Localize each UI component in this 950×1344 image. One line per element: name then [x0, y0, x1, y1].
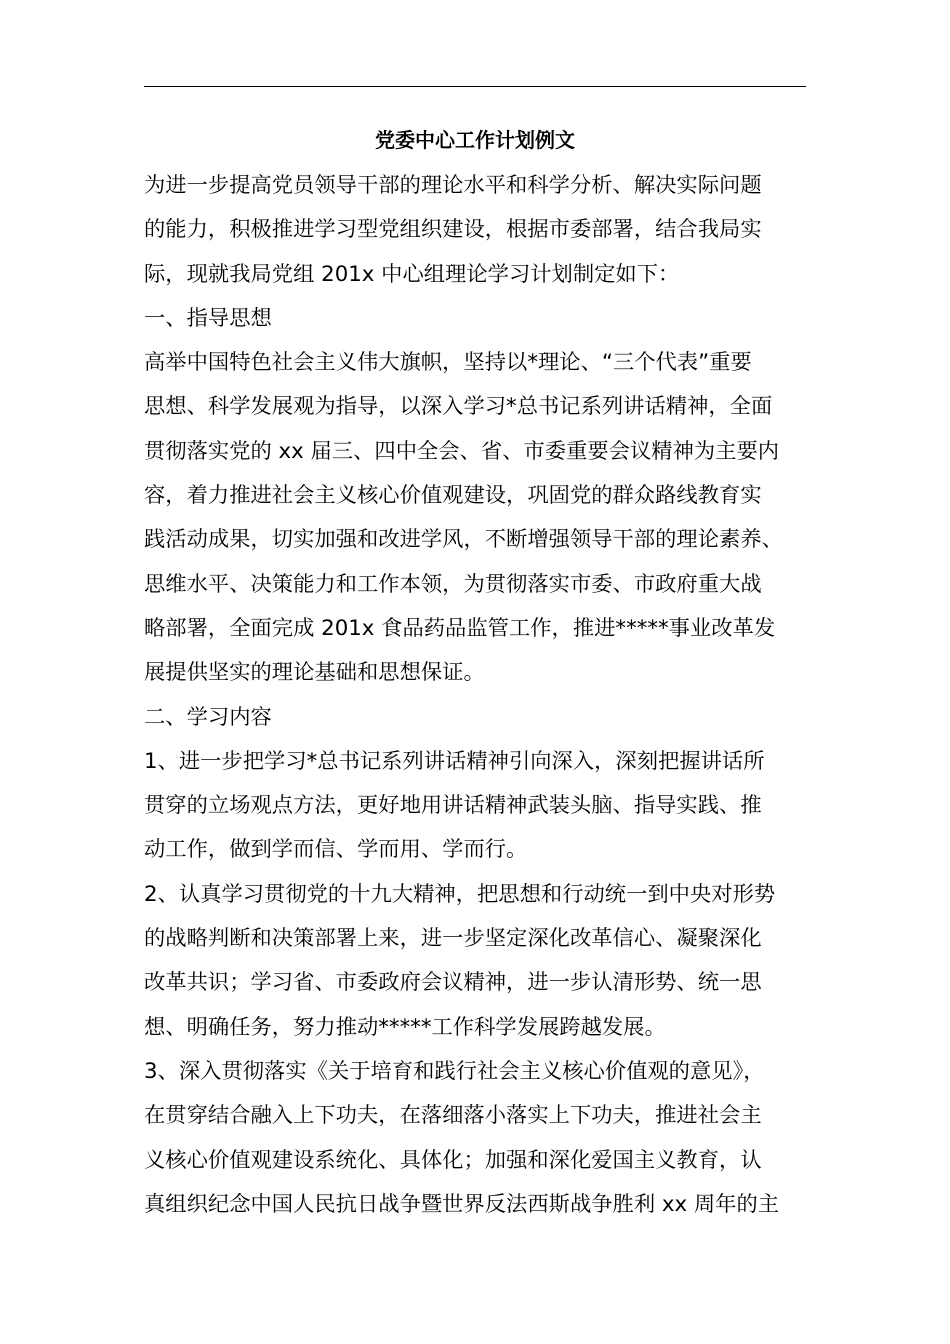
text-line: 3、深入贯彻落实《关于培育和践行社会主义核心价值观的意见》，	[144, 1058, 765, 1084]
text-line: 在贯穿结合融入上下功夫，在落细落小落实上下功夫，推进社会主	[144, 1103, 762, 1129]
text-line: 践活动成果，切实加强和改进学风，不断增强领导干部的理论素养、	[144, 527, 783, 553]
text-line: 改革共识；学习省、市委政府会议精神，进一步认清形势、统一思	[144, 970, 762, 996]
text-line: 动工作，做到学而信、学而用、学而行。	[144, 837, 528, 863]
text-line: 的战略判断和决策部署上来，进一步坚定深化改革信心、凝聚深化	[144, 926, 762, 952]
header-rule	[144, 86, 806, 87]
text-line: 贯穿的立场观点方法，更好地用讲话精神武装头脑、指导实践、推	[144, 793, 762, 819]
text-line: 想、明确任务，努力推动*****工作科学发展跨越发展。	[144, 1014, 666, 1040]
text-line: 际，现就我局党组 201x 中心组理论学习计划制定如下：	[144, 261, 680, 287]
text-line: 贯彻落实党的 xx 届三、四中全会、省、市委重要会议精神为主要内	[144, 438, 780, 464]
text-line: 2、认真学习贯彻党的十九大精神，把思想和行动统一到中央对形势	[144, 881, 776, 907]
text-line: 高举中国特色社会主义伟大旗帜，坚持以*理论、“三个代表”重要	[144, 350, 752, 376]
text-line: 展提供坚实的理论基础和思想保证。	[144, 660, 485, 686]
section-heading: 一、指导思想	[144, 305, 272, 331]
text-line: 的能力，积极推进学习型党组织建设，根据市委部署，结合我局实	[144, 217, 762, 243]
text-line: 1、进一步把学习*总书记系列讲话精神引向深入，深刻把握讲话所	[144, 748, 765, 774]
text-line: 为进一步提高党员领导干部的理论水平和科学分析、解决实际问题	[144, 173, 762, 198]
text-line: 略部署，全面完成 201x 食品药品监管工作，推进*****事业改革发	[144, 615, 776, 641]
text-line: 思想、科学发展观为指导，以深入学习*总书记系列讲话精神，全面	[144, 394, 773, 420]
text-line: 义核心价值观建设系统化、具体化；加强和深化爱国主义教育，认	[144, 1147, 762, 1173]
section-heading: 二、学习内容	[144, 704, 272, 730]
text-line: 容，着力推进社会主义核心价值观建设，巩固党的群众路线教育实	[144, 483, 762, 509]
document-body	[144, 164, 844, 1227]
text-line: 思维水平、决策能力和工作本领，为贯彻落实市委、市政府重大战	[144, 571, 762, 597]
document-title: 党委中心工作计划例文	[375, 128, 575, 152]
text-line: 真组织纪念中国人民抗日战争暨世界反法西斯战争胜利 xx 周年的主	[144, 1191, 780, 1217]
